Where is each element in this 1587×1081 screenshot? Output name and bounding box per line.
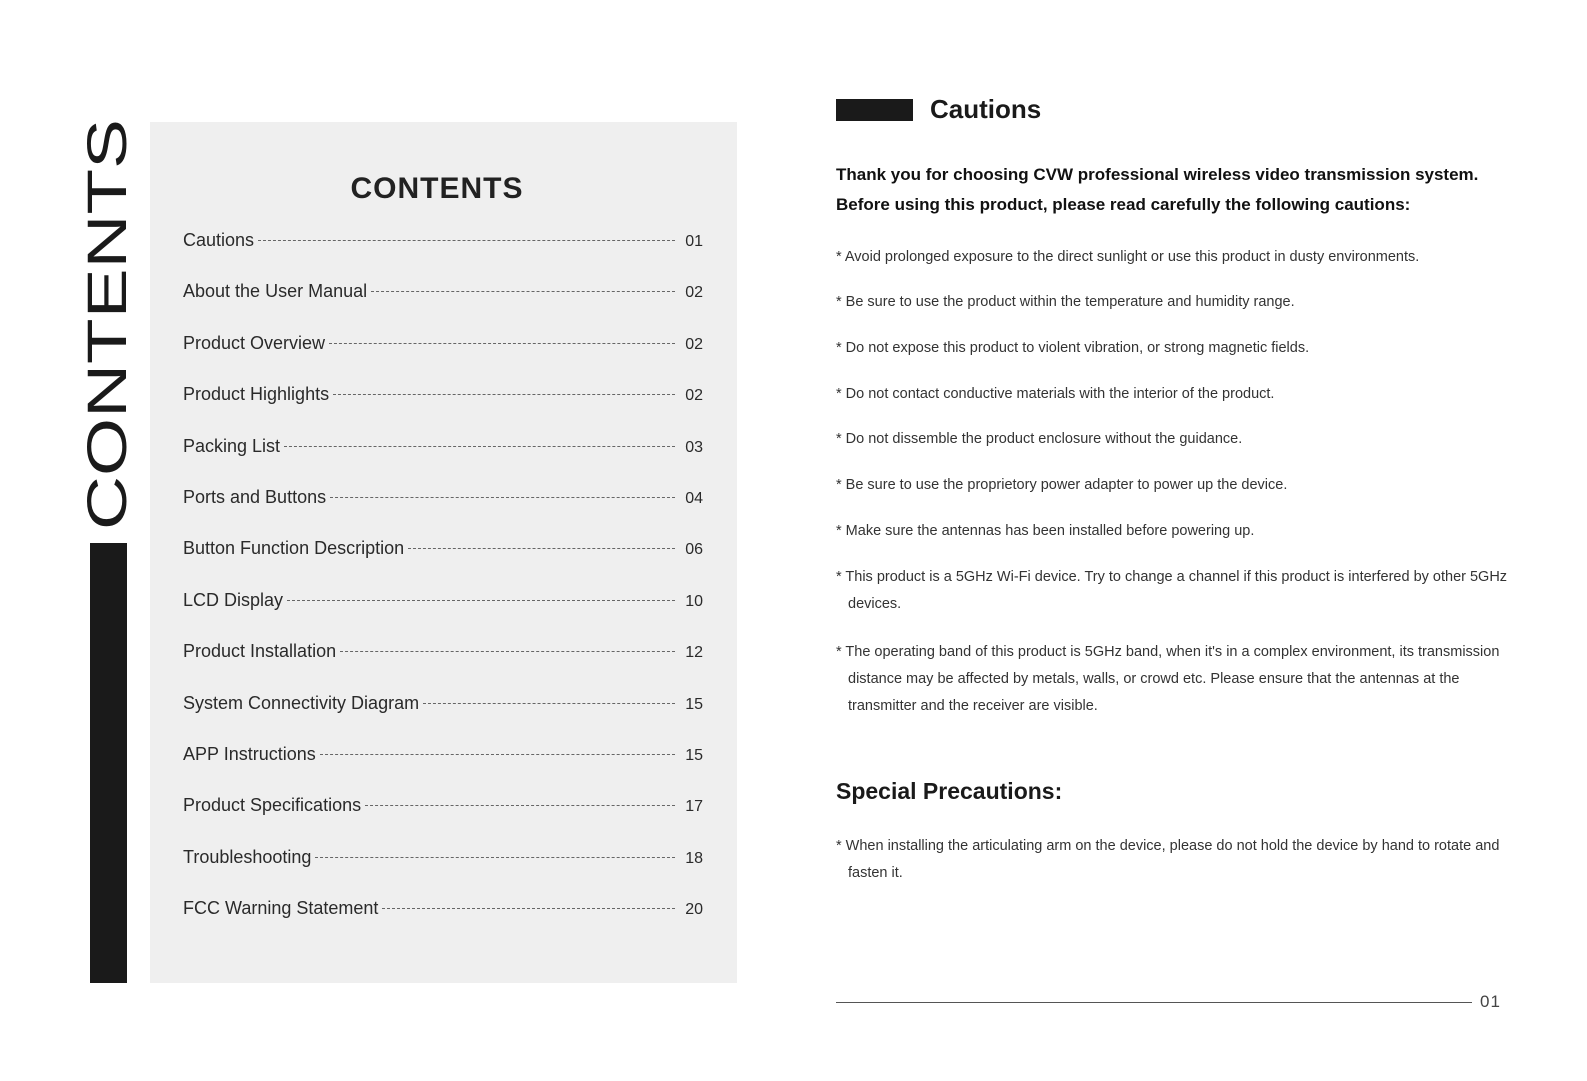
toc-entry-label: APP Instructions xyxy=(183,743,316,764)
toc-entry[interactable] xyxy=(183,436,703,487)
toc-entry-page: 06 xyxy=(685,541,703,559)
toc-entry[interactable] xyxy=(183,641,703,692)
toc-entry[interactable] xyxy=(183,333,703,384)
footer-rule xyxy=(836,1002,1472,1003)
toc-entry[interactable] xyxy=(183,898,703,949)
toc-leader-dots xyxy=(320,754,675,755)
toc-entry[interactable] xyxy=(183,590,703,641)
toc-entry-label: Product Highlights xyxy=(183,384,330,405)
vertical-contents-title xyxy=(75,117,138,532)
caution-bullet: * Be sure to use the product within the temperature and humidity range. xyxy=(836,294,1295,310)
toc-leader-dots xyxy=(408,548,675,549)
page-number: 01 xyxy=(1480,992,1501,1011)
toc-leader-dots xyxy=(258,240,675,241)
toc-entry-label: LCD Display xyxy=(183,589,284,610)
section-marker-block xyxy=(836,99,913,121)
toc-entry-label: About the User Manual xyxy=(183,281,368,302)
toc-entry-page: 04 xyxy=(685,489,703,507)
toc-entry[interactable] xyxy=(183,847,703,898)
toc-entry[interactable] xyxy=(183,384,703,435)
caution-bullet: * Make sure the antennas has been installed before powering up. xyxy=(836,523,1255,539)
toc-entry[interactable] xyxy=(183,487,703,538)
toc-entry[interactable] xyxy=(183,281,703,332)
toc-entry-page: 15 xyxy=(685,695,703,713)
toc-entry-label: Product Specifications xyxy=(183,795,362,816)
toc-entry[interactable] xyxy=(183,693,703,744)
toc-entry-page: 02 xyxy=(685,284,703,302)
toc-entry-label: System Connectivity Diagram xyxy=(183,692,420,713)
table-of-contents xyxy=(150,122,737,983)
toc-leader-dots xyxy=(365,805,675,806)
toc-leader-dots xyxy=(382,908,675,909)
toc-entry[interactable] xyxy=(183,230,703,281)
toc-entry[interactable] xyxy=(183,795,703,846)
cautions-heading: Cautions xyxy=(930,94,1042,124)
toc-leader-dots xyxy=(371,291,675,292)
toc-entry-page: 12 xyxy=(685,644,703,662)
toc-entry-page: 18 xyxy=(685,849,703,867)
toc-entry-label: Troubleshooting xyxy=(183,846,312,867)
toc-leader-dots xyxy=(287,600,675,601)
toc-entry-label: Ports and Buttons xyxy=(183,486,327,507)
toc-entry[interactable] xyxy=(183,538,703,589)
toc-leader-dots xyxy=(330,497,675,498)
toc-entry-page: 10 xyxy=(685,592,703,610)
caution-bullet: * Do not dissemble the product enclosure without the guidance. xyxy=(836,431,1243,447)
toc-leader-dots xyxy=(340,651,675,652)
toc-title: CONTENTS xyxy=(350,172,524,205)
toc-entry-page: 03 xyxy=(685,438,703,456)
toc-entry-page: 01 xyxy=(685,233,703,250)
toc-entry-page: 20 xyxy=(685,901,703,919)
toc-entry-page: 02 xyxy=(685,335,703,353)
toc-entry-label: FCC Warning Statement xyxy=(183,898,379,919)
toc-leader-dots xyxy=(423,703,675,704)
vertical-black-bar xyxy=(90,543,127,983)
toc-entry-page: 17 xyxy=(685,798,703,816)
caution-bullet: * Be sure to use the proprietory power adapter to power up the device. xyxy=(836,477,1288,493)
vertical-contents-text: CONTENTS xyxy=(75,222,138,530)
toc-leader-dots xyxy=(315,857,675,858)
toc-entry-label: Cautions xyxy=(183,230,255,250)
caution-bullet: * Avoid prolonged exposure to the direct sunlight or use this product in dusty environments. xyxy=(836,249,1420,265)
toc-leader-dots xyxy=(284,446,675,447)
toc-list xyxy=(183,230,703,949)
toc-entry-label: Product Overview xyxy=(183,332,326,353)
toc-entry-label: Product Installation xyxy=(183,641,337,662)
caution-bullet: * The operating band of this product is 5GHz band, when it's in a complex environment, its transmission distance may be affected by metals, walls, or crowd etc. Please ensure that the antennas at the transmitter and the receiver are visible. xyxy=(836,644,1500,714)
toc-entry-label: Button Function Description xyxy=(183,538,405,559)
toc-entry[interactable] xyxy=(183,744,703,795)
caution-bullet: * Do not contact conductive materials with the interior of the product. xyxy=(836,386,1275,402)
toc-leader-dots xyxy=(329,343,675,344)
cautions-intro xyxy=(836,160,1536,220)
intro-line-2: Before using this product, please read carefully the following cautions: xyxy=(836,195,1411,214)
toc-leader-dots xyxy=(333,394,675,395)
caution-bullet: * This product is a 5GHz Wi-Fi device. Try to change a channel if this product is interfered by other 5GHz devices. xyxy=(836,569,1508,612)
toc-entry-label: Packing List xyxy=(183,435,281,456)
special-bullet: * When installing the articulating arm on the device, please do not hold the device by hand to rotate and fasten it. xyxy=(836,838,1500,881)
toc-entry-page: 02 xyxy=(685,387,703,405)
caution-bullet: * Do not expose this product to violent vibration, or strong magnetic fields. xyxy=(836,340,1310,356)
toc-entry-page: 15 xyxy=(685,746,703,764)
intro-line-1: Thank you for choosing CVW professional wireless video transmission system. xyxy=(836,165,1479,184)
special-precautions-heading: Special Precautions: xyxy=(836,778,1063,804)
